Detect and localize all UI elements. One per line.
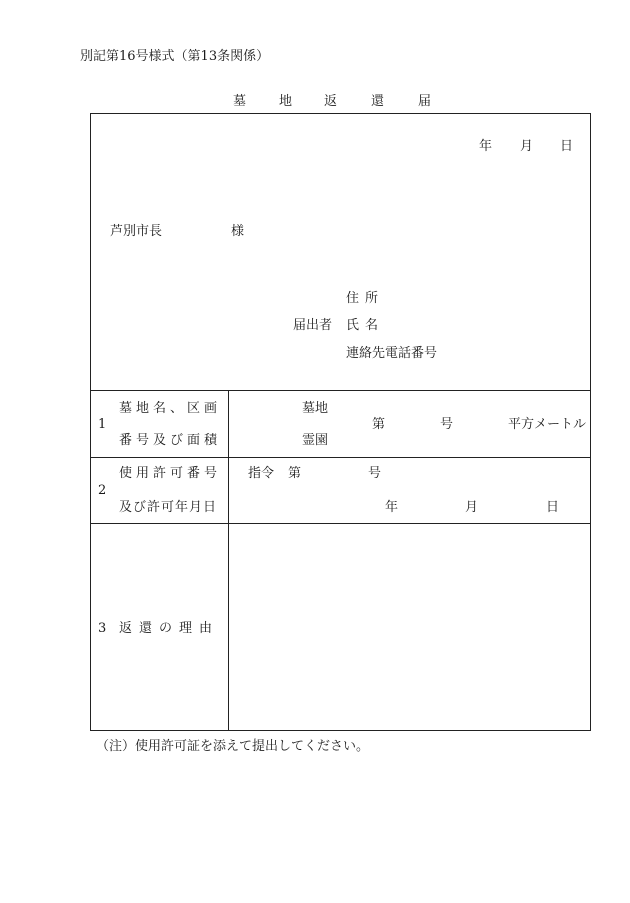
column-divider xyxy=(228,390,229,731)
row-label-line2: 及び許可年月日 xyxy=(119,500,218,515)
table-border-right xyxy=(590,113,591,731)
row-label-line2: 番号及び面積 xyxy=(119,433,222,448)
dai-label: 第 xyxy=(288,466,302,481)
header-year-label: 年 xyxy=(479,139,493,154)
reien-label: 霊園 xyxy=(302,433,329,448)
title-char: 届 xyxy=(418,94,432,109)
row-label-line1: 使用許可番号 xyxy=(119,466,222,481)
name-label: 氏名 xyxy=(346,318,385,333)
table-border-bottom xyxy=(90,730,591,731)
go-label: 号 xyxy=(368,466,382,481)
dai-label: 第 xyxy=(372,417,386,432)
row-divider xyxy=(90,523,591,524)
title-char: 返 xyxy=(324,94,338,109)
title-char: 墓 xyxy=(233,94,247,109)
go-label: 号 xyxy=(440,417,454,432)
addressee: 芦別市長 xyxy=(110,224,163,239)
header-day-label: 日 xyxy=(560,139,574,154)
row-number: 2 xyxy=(98,483,107,498)
table-border-top xyxy=(90,113,591,114)
bochi-label: 墓地 xyxy=(302,401,329,416)
permit-day-label: 日 xyxy=(546,500,560,515)
area-unit: 平方メートル xyxy=(508,417,587,432)
shirei-label: 指令 xyxy=(248,466,275,481)
row-number: 3 xyxy=(98,621,107,636)
row-label: 返還の理由 xyxy=(119,621,220,636)
row-label-line1: 墓地名、区画 xyxy=(119,401,222,416)
form-label: 別記第16号様式（第13条関係） xyxy=(80,49,270,64)
permit-year-label: 年 xyxy=(385,500,399,515)
address-label: 住所 xyxy=(346,291,385,306)
phone-label: 連絡先電話番号 xyxy=(346,346,438,361)
title-char: 還 xyxy=(371,94,385,109)
title-char: 地 xyxy=(279,94,293,109)
table-border-left xyxy=(90,113,91,731)
footnote: （注）使用許可証を添えて提出してください。 xyxy=(96,739,370,754)
header-month-label: 月 xyxy=(520,139,534,154)
row-number: 1 xyxy=(98,417,107,432)
row-divider xyxy=(90,390,591,391)
notifier-label: 届出者 xyxy=(293,318,333,333)
row-divider xyxy=(90,457,591,458)
addressee-honorific: 様 xyxy=(231,224,245,239)
permit-month-label: 月 xyxy=(465,500,479,515)
